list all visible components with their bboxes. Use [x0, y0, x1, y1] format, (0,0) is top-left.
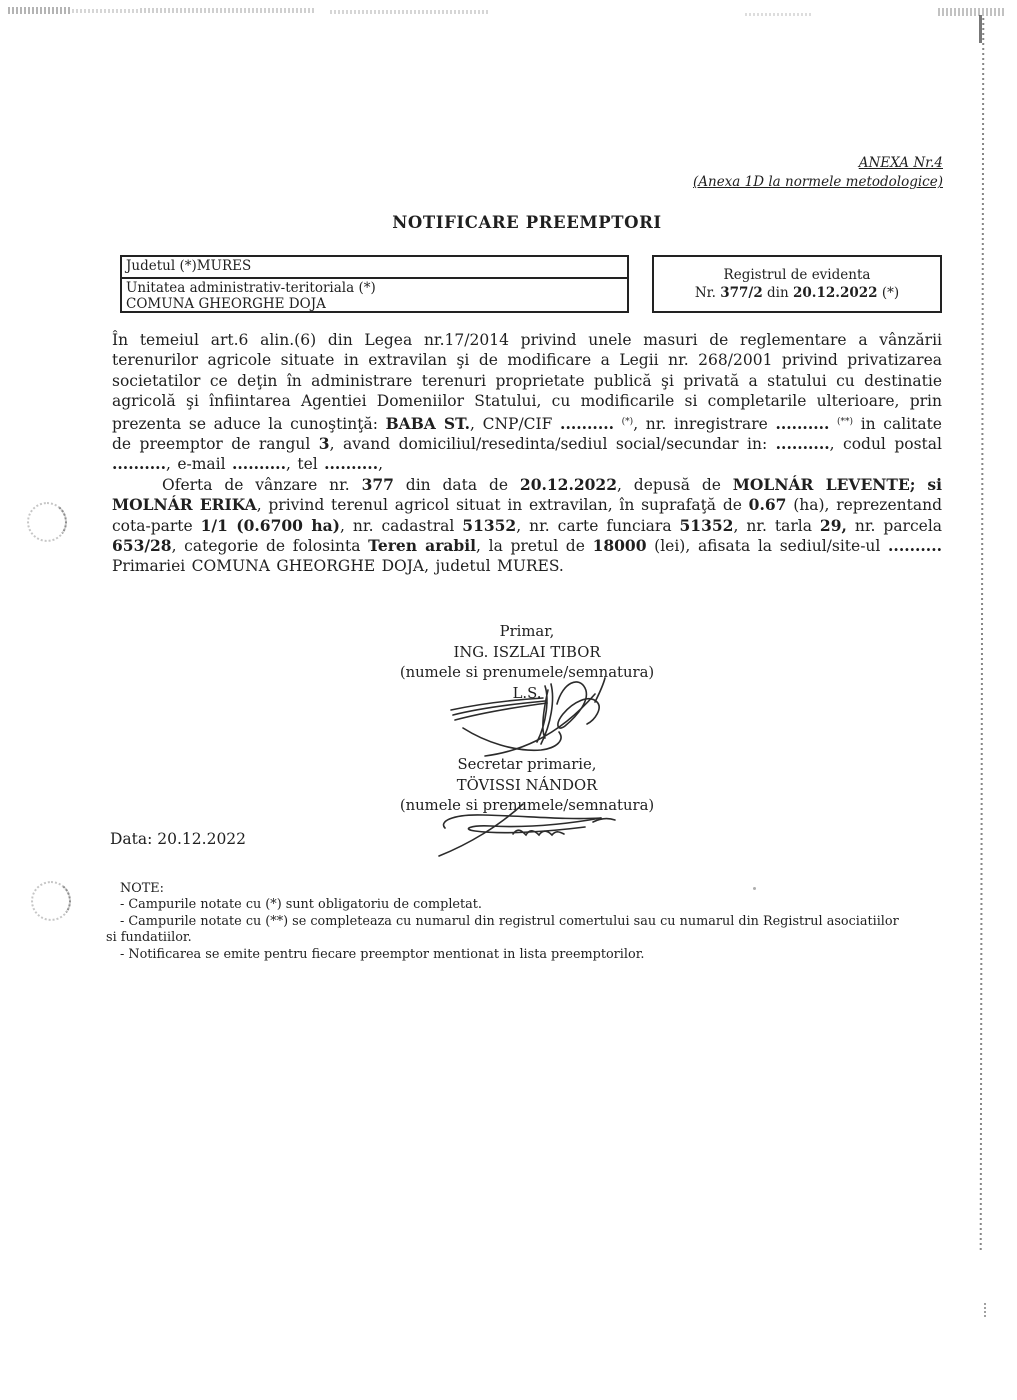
notes-heading: NOTE:: [120, 881, 164, 896]
secretar-role: Secretar primarie,: [457, 756, 597, 773]
document-body: [112, 330, 942, 577]
paragraph-legal-basis: În temeiul art.6 alin.(6) din Legea nr.17/2014 privind unele masuri de reglementare a vânzării terenurilor agricole situate in extravilan şi de modificare a Legii nr. 268/2001 privind privatizarea societatilor ce deţin în administrare terenuri proprietate publică şi privată a statului cu destinatie agricolă şi înfiintarea Agentiei Domeniilor Statului, cu modificarile si completarile ulterioare, prin prezenta se aduce la cunoştinţă: BABA ST., CNP/CIF .......... (*), nr. inregistrare .......... (**) in calitate de preemptor de rangul 3, avand domiciliul/resedinta/sediul social/secundar in: .........., codul postal .........., e-mail .........., tel ..........,: [112, 331, 942, 474]
note-item: - Campurile notate cu (*) sunt obligatoriu de completat.: [120, 897, 482, 913]
scan-artifact: [72, 9, 138, 13]
scan-artifact: [745, 13, 813, 16]
registry-number-cell: [652, 255, 942, 313]
uat-value: COMUNA GHEORGHE DOJA: [126, 296, 326, 312]
uat-cell: [122, 279, 627, 312]
primar-signature-block: [112, 622, 942, 704]
date-line: Data: 20.12.2022: [110, 830, 247, 848]
punch-hole-shadow: [28, 878, 73, 923]
scan-artifact: [984, 1303, 986, 1319]
secretar-name: TÖVISSI NÁNDOR: [456, 776, 598, 794]
registry-table: [120, 255, 942, 313]
registry-table-left: [120, 255, 629, 313]
document-title: NOTIFICARE PREEMPTORI: [392, 213, 662, 232]
primar-name: ING. ISZLAI TIBOR: [453, 643, 601, 661]
annex-line-2: (Anexa 1D la normele metodologice): [692, 174, 943, 190]
secretar-note: (numele si prenumele/semnatura): [399, 797, 655, 814]
judet-cell: Judetul (*)MURES: [122, 257, 627, 279]
secretar-signature-block: [112, 755, 942, 817]
punch-hole: [31, 881, 71, 921]
ls-label: L.S.: [512, 684, 542, 702]
scan-artifact: [8, 7, 70, 14]
annex-line-1: ANEXA Nr.4: [858, 155, 943, 171]
scan-artifact: [979, 15, 982, 43]
scan-artifact: [330, 10, 490, 14]
uat-label: Unitatea administrativ-teritoriala (*): [126, 280, 376, 296]
note-item: - Campurile notate cu (**) se completeaza cu numarul din registrul comertului sau cu numarul din Registrul asociatiilor si fundatiilor.: [106, 913, 899, 946]
notes-section: [106, 881, 906, 963]
punch-hole: [27, 502, 67, 542]
registry-title: Registrul de evidenta: [723, 267, 871, 283]
registry-number: Nr. 377/2 din 20.12.2022 (*): [694, 285, 900, 301]
paragraph-offer: Oferta de vânzare nr. 377 din data de 20.12.2022, depusă de MOLNÁR LEVENTE; si MOLNÁR ERIKA, privind terenul agricol situat in extravilan, în suprafaţă de 0.67 (ha), reprezentand cota-parte 1/1 (0.6700 ha), nr. cadastral 51352, nr. carte funciara 51352, nr. tarla 29, nr. parcela 653/28, categorie de folosinta Teren arabil, la pretul de 18000 (lei), afisata la sediul/site-ul .......... Primariei COMUNA GHEORGHE DOJA, judetul MURES.: [112, 474, 943, 576]
note-item: - Notificarea se emite pentru fiecare preemptor mentionat in lista preemptorilor.: [120, 946, 645, 962]
punch-hole-shadow: [24, 499, 69, 544]
annex-header: [693, 154, 943, 192]
scan-artifact: [938, 8, 1004, 16]
scan-artifact: [140, 8, 315, 13]
primar-role: Primar,: [499, 623, 555, 640]
scan-artifact-right-edge: [980, 18, 985, 1250]
primar-note: (numele si prenumele/semnatura): [399, 664, 655, 681]
